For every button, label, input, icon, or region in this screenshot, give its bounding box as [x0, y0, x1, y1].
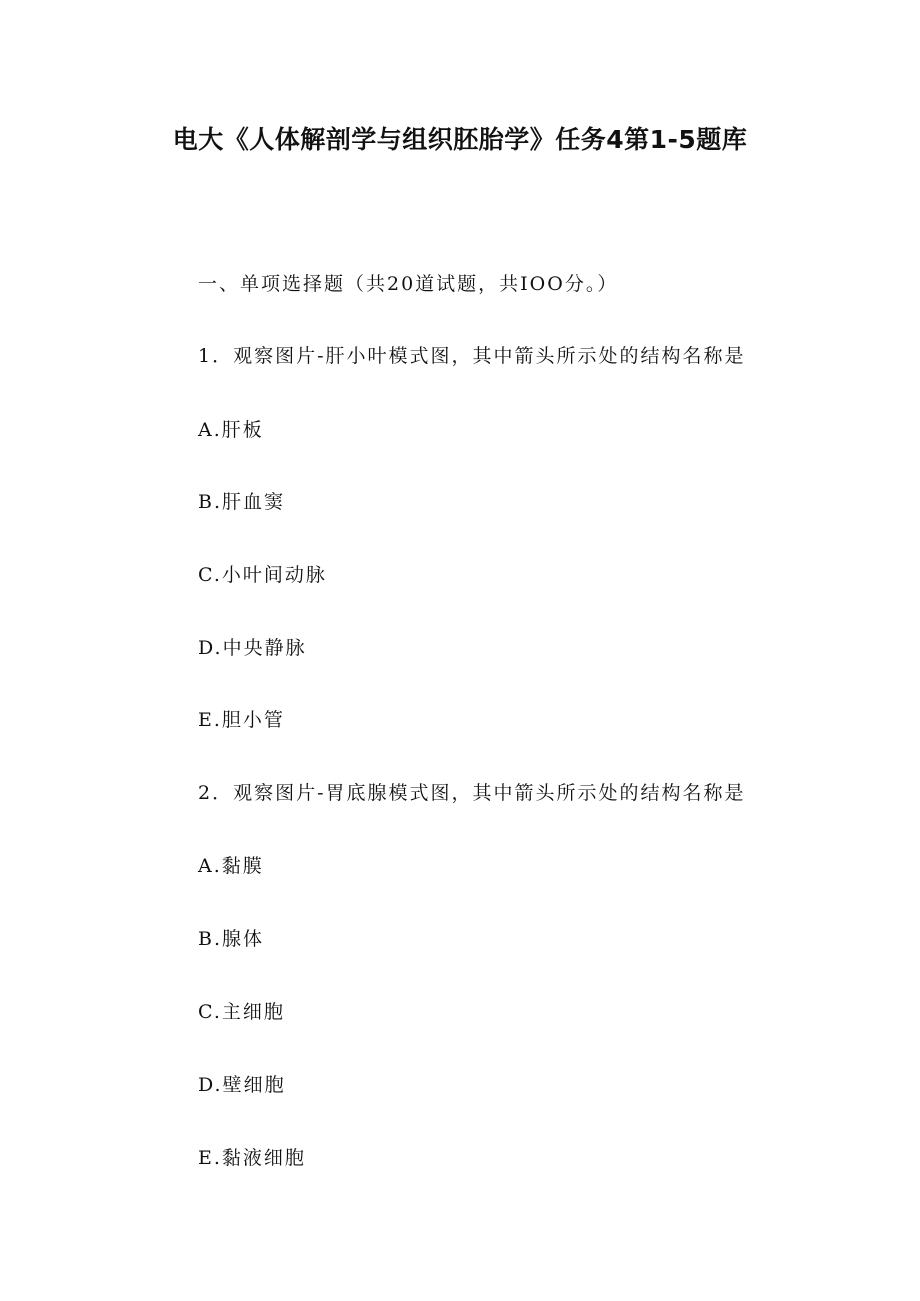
question-2-option-b: B.腺体	[198, 928, 265, 950]
question-1-option-d: D.中央静脉	[198, 637, 307, 659]
section-heading: 一、单项选择题（共20道试题，共IOO分。）	[198, 273, 619, 295]
question-2-option-c: C.主细胞	[198, 1001, 285, 1023]
question-1-option-e: E.胆小管	[198, 709, 285, 731]
question-2-option-a: A.黏膜	[198, 855, 264, 877]
question-1-option-b: B.肝血窦	[198, 491, 286, 513]
question-1-option-a: A.肝板	[198, 419, 264, 441]
document-title: 电大《人体解剖学与组织胚胎学》任务4第1-5题库	[172, 125, 748, 154]
question-2-stem: 2．观察图片-胃底腺模式图，其中箭头所示处的结构名称是	[198, 782, 746, 804]
question-1-stem: 1．观察图片-肝小叶模式图，其中箭头所示处的结构名称是	[198, 345, 746, 367]
question-1-option-c: C.小叶间动脉	[198, 564, 327, 586]
question-2-option-d: D.壁细胞	[198, 1074, 286, 1096]
question-2-option-e: E.黏液细胞	[198, 1147, 306, 1169]
